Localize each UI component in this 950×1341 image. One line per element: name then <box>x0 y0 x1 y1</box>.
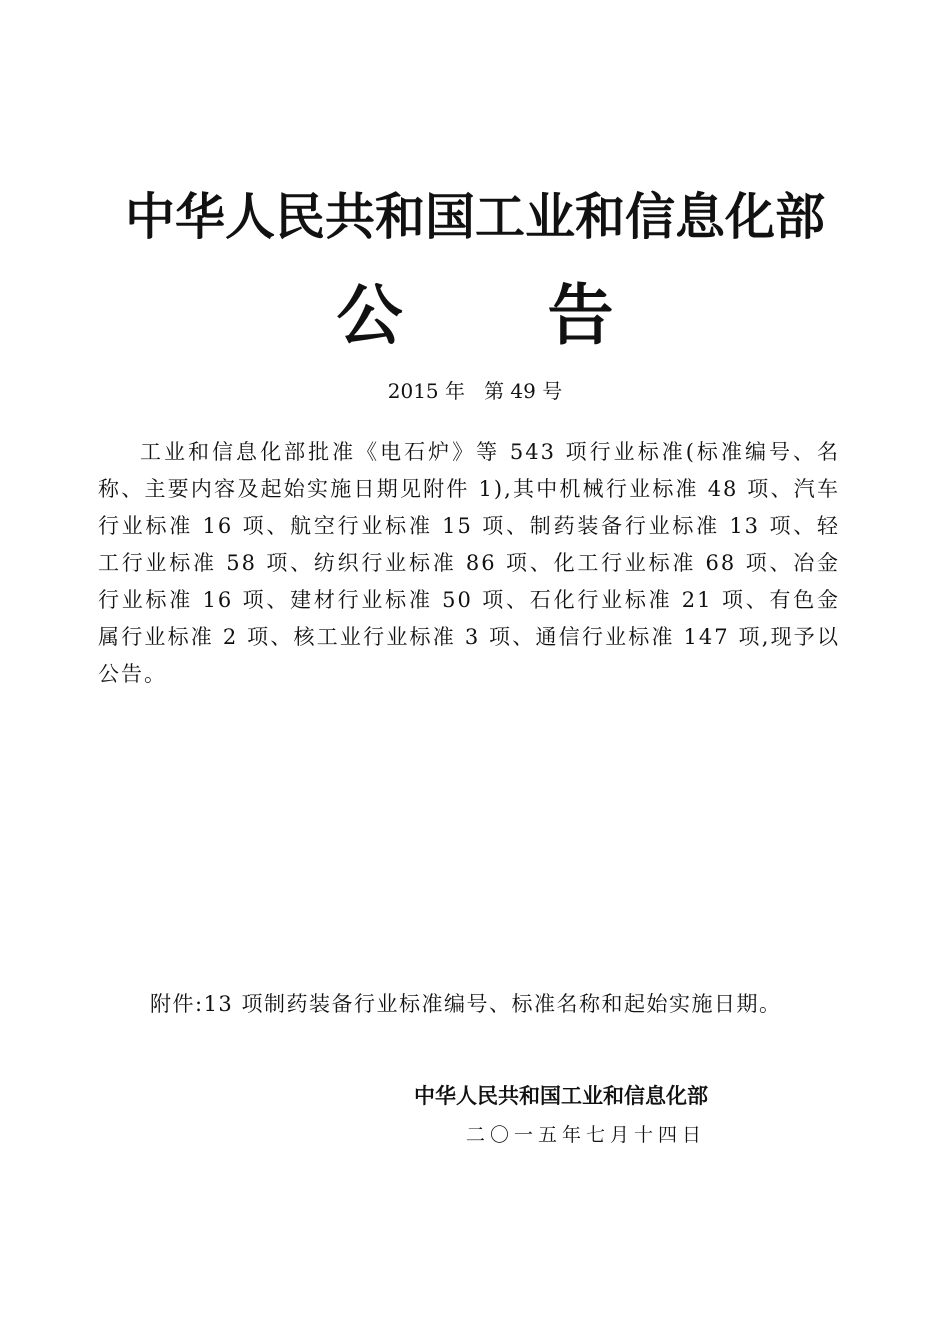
issue-number: 2015 年 第 49 号 <box>387 379 563 403</box>
notice-title <box>0 276 950 356</box>
notice-title-char-2: 告 <box>547 277 614 354</box>
notice-title-char-1: 公 <box>336 277 403 354</box>
signature-date: 二〇一五年七月十四日 <box>466 1124 707 1146</box>
attachment-note: 附件:13 项制药装备行业标准编号、标准名称和起始实施日期。 <box>150 992 782 1016</box>
notice-body-paragraph: 工业和信息化部批准《电石炉》等 543 项行业标准(标准编号、名称、主要内容及起始实施日期见附件 1),其中机械行业标准 48 项、汽车行业标准 16 项、航空行业标准 15 项、制药装备行业标准 13 项、轻工行业标准 58 项、纺织行业标准 86 项、化工行业标准 68 项、冶金行业标准 16 项、建材行业标准 50 项、石化行业标准 21 项、有色金属行业标准 2 项、核工业行业标准 3 项、通信行业标准 147 项,现予以公告。 <box>98 440 840 686</box>
signature-organization: 中华人民共和国工业和信息化部 <box>414 1084 708 1108</box>
ministry-title: 中华人民共和国工业和信息化部 <box>125 188 825 246</box>
